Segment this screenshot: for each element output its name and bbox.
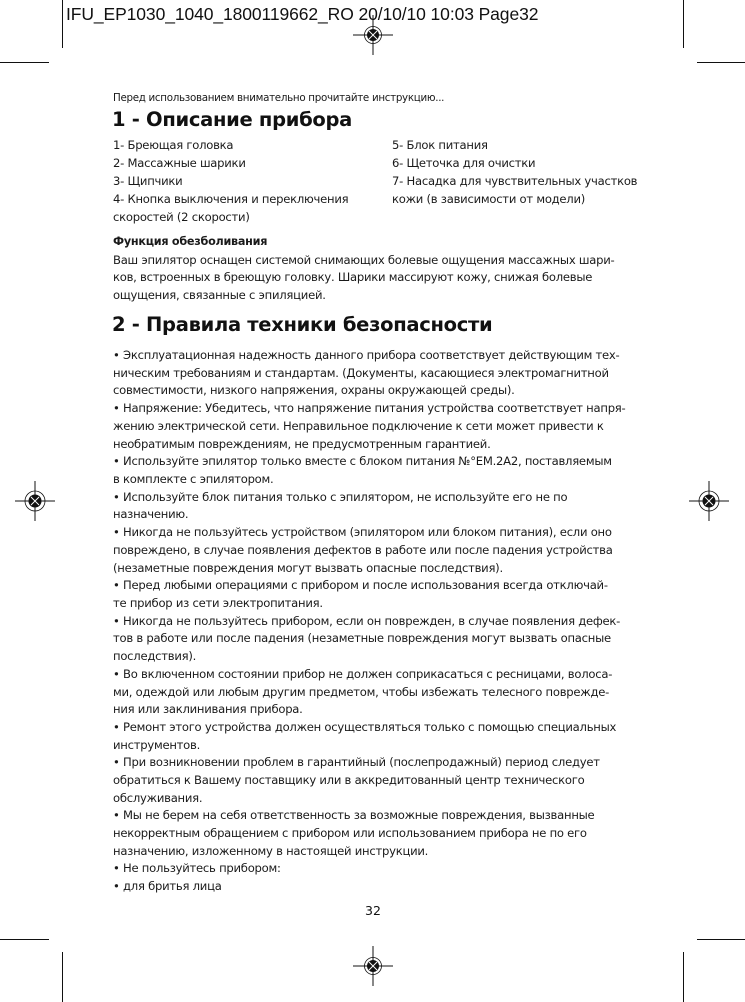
safety-line: необратимым повреждениям, не предусмотренным гарантией. [113, 437, 491, 451]
section-1-title: 1 - Описание прибора [112, 108, 353, 131]
safety-line: тов в работе или после падения (незаметные повреждения могут вызвать опасные [113, 631, 611, 645]
registration-mark-left-icon [15, 481, 55, 521]
safety-line: • Никогда не пользуйтесь устройством (эпилятором или блоком питания), если оно [113, 525, 612, 539]
part-item: кожи (в зависимости от модели) [392, 192, 586, 206]
safety-line: • Используйте эпилятор только вместе с блоком питания №°EM.2A2, поставляемым [113, 454, 612, 468]
section-2-title: 2 - Правила техники безопасности [112, 313, 493, 336]
print-slug: IFU_EP1030_1040_1800119662_RO 20/10/10 10:03 Page32 [66, 4, 539, 24]
crop-mark-icon [62, 0, 63, 48]
safety-line: ническим требованиям и стандартам. (Документы, касающиеся электромагнитной [113, 366, 609, 380]
safety-line: обратиться к Вашему поставщику или в аккредитованный центр технического [113, 773, 585, 787]
paragraph-line: ощущения, связанные с эпиляцией. [113, 288, 326, 302]
part-item: скоростей (2 скорости) [113, 210, 250, 224]
part-item: 4- Кнопка выключения и переключения [113, 192, 349, 206]
safety-line: назначению. [113, 507, 189, 521]
page-number: 32 [365, 903, 381, 918]
intro-text: Перед использованием внимательно прочитайте инструкцию... [113, 92, 445, 104]
safety-line: некорректным обращением с прибором или использованием прибора не по его [113, 826, 587, 840]
safety-line: • Мы не берем на себя ответственность за возможные повреждения, вызванные [113, 808, 595, 822]
safety-line: совместимости, низкого напряжения, охраны окружающей среды). [113, 383, 515, 397]
safety-line: последствия). [113, 649, 197, 663]
safety-line: (незаметные повреждения могут вызвать опасные последствия). [113, 561, 503, 575]
safety-line: • Перед любыми операциями с прибором и после использования всегда отключай- [113, 578, 608, 592]
safety-line: • Используйте блок питания только с эпилятором, не используйте его не по [113, 490, 568, 504]
registration-mark-top-icon [353, 15, 393, 55]
safety-line: жению электрической сети. Неправильное подключение к сети может привести к [113, 419, 604, 433]
part-item: 5- Блок питания [392, 138, 488, 152]
safety-line: назначению, изложенному в настоящей инструкции. [113, 844, 429, 858]
part-item: 2- Массажные шарики [113, 156, 246, 170]
safety-line: • Эксплуатационная надежность данного прибора соответствует действующим тех- [113, 348, 620, 362]
safety-line: • Напряжение: Убедитесь, что напряжение питания устройства соответствует напря- [113, 401, 626, 415]
part-item: 6- Щеточка для очистки [392, 156, 536, 170]
pain-relief-subheading: Функция обезболивания [113, 235, 268, 248]
registration-mark-right-icon [689, 481, 729, 521]
safety-line: в комплекте с эпилятором. [113, 472, 274, 486]
crop-mark-icon [683, 952, 684, 1002]
part-item: 7- Насадка для чувствительных участков [392, 174, 638, 188]
paragraph-line: Ваш эпилятор оснащен системой снимающих болевые ощущения массажных шари- [113, 253, 615, 267]
crop-mark-icon [697, 62, 745, 63]
paragraph-line: ков, встроенных в бреющую головку. Шарики массируют кожу, снижая болевые [113, 270, 593, 284]
safety-line: • Не пользуйтесь прибором: [113, 861, 281, 875]
safety-line: • Во включенном состоянии прибор не должен соприкасаться с ресницами, волоса- [113, 667, 613, 681]
safety-line: те прибор из сети электропитания. [113, 596, 323, 610]
part-item: 1- Бреющая головка [113, 138, 234, 152]
safety-line: • Никогда не пользуйтесь прибором, если он поврежден, в случае появления дефек- [113, 614, 621, 628]
crop-mark-icon [683, 0, 684, 48]
safety-line: ния или заклинивания прибора. [113, 702, 303, 716]
part-item: 3- Щипчики [113, 174, 183, 188]
safety-line: обслуживания. [113, 791, 203, 805]
safety-line: инструментов. [113, 738, 201, 752]
safety-line: • При возникновении проблем в гарантийный (послепродажный) период следует [113, 755, 600, 769]
crop-mark-icon [62, 952, 63, 1002]
safety-line: • Ремонт этого устройства должен осуществляться только с помощью специальных [113, 720, 617, 734]
safety-line: повреждено, в случае появления дефектов в работе или после падения устройства [113, 543, 613, 557]
safety-line: ми, одеждой или любым другим предметом, чтобы избежать телесного поврежде- [113, 685, 610, 699]
safety-line: • для бритья лица [113, 879, 222, 893]
crop-mark-icon [0, 62, 49, 63]
crop-mark-icon [0, 939, 49, 940]
crop-mark-icon [697, 939, 745, 940]
registration-mark-bottom-icon [353, 946, 393, 986]
